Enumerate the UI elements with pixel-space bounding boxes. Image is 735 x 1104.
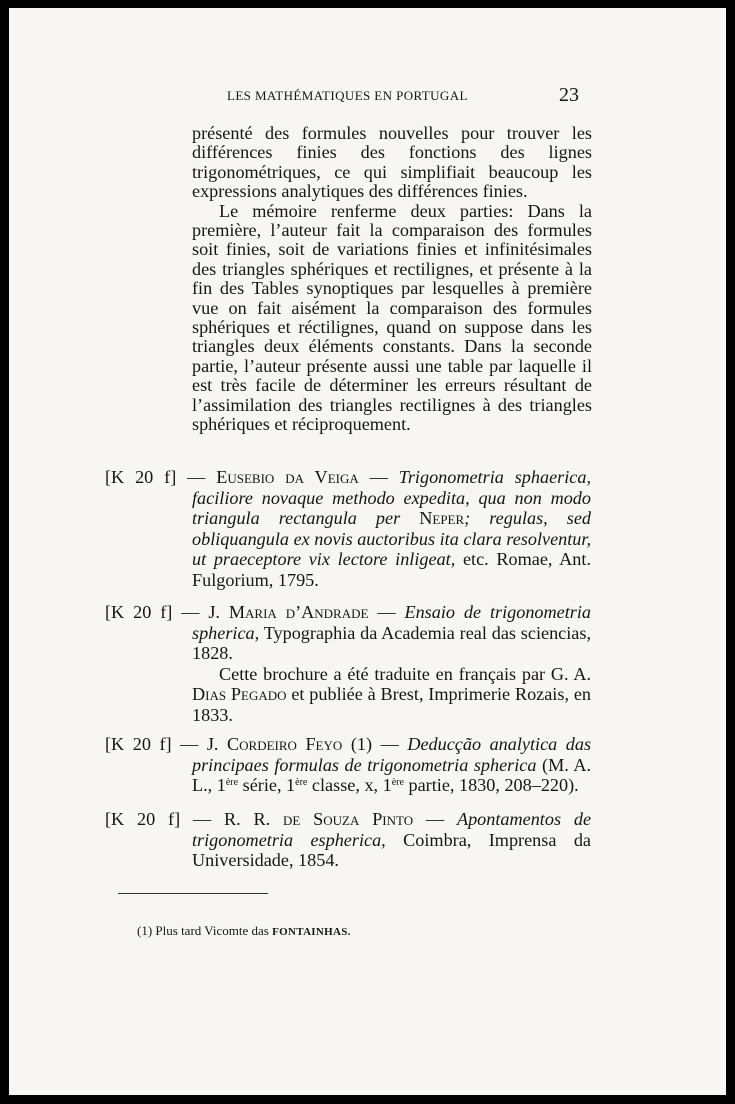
entry-title: Apontamentos de trigonometria espherica, <box>192 809 592 850</box>
running-head-title: LES MATHÉMATIQUES EN PORTUGAL <box>227 88 468 103</box>
footnote-name: FONTAINHAS. <box>272 926 351 938</box>
superscript: ère <box>295 777 308 788</box>
entry-publication: classe, x, 1 <box>311 775 392 795</box>
intro-text <box>192 124 592 435</box>
entry-code: [K 20 f] <box>105 734 172 754</box>
entry-title: Trigonometria sphaerica, faciliore novaque methodo expedita, qua non modo triangula rectangula per <box>192 467 592 528</box>
bibliography-entry: [K 20 f] — J. Maria d’Andrade — Ensaio de trigonometria spherica, Typographia da Academia real das sciencias, 1828. Cette brochure a été traduite en français par G. A. Dias Pegado et publiée à Brest, Imprimerie Rozais, en 1833. <box>105 602 592 725</box>
entry-author: Maria d’Andrade <box>228 602 369 622</box>
entry-code: [K 20 f] <box>105 467 177 487</box>
entry-author: Cordeiro Feyo <box>227 734 343 754</box>
entry-author-initial: J. <box>206 734 219 754</box>
entry-publication: partie, 1830, 208–220). <box>408 775 579 795</box>
page-number: 23 <box>559 84 579 106</box>
intro-paragraph-2: Le mémoire renferme deux parties: Dans la première, l’auteur fait la comparaison des formules soit finies, soit de variations finies et infinitésimales des triangles sphériques et rectilignes, et présente à la fin des Tables synoptiques par lesquelles à première vue on fait aisément la comparaison des formules sphériques et réctilignes, quand on suppose dans les triangles deux éléments constants. Dans la seconde partie, l’auteur présente aussi une table par laquelle il est très facile de déterminer les erreurs résultant de l’assimilation des triangles rectilignes à des triangles sphériques et réciproquement. <box>192 200 592 435</box>
entry-note-text: et publiée à Brest, Imprimerie Rozais, en 1833. <box>192 684 591 725</box>
entry-note-text: Cette brochure a été traduite en français par G. A. <box>219 663 591 684</box>
superscript: ère <box>391 777 404 788</box>
bibliography-entry: [K 20 f] — Eusebio da Veiga — Trigonometria sphaerica, faciliore novaque methodo expedita, qua non modo triangula rectangula per Neper; regulas, sed obliquangula ex novis auctoribus ita clara resolventur, ut praeceptore vix lectore inligeat, etc. Romae, Ant. Fulgorium, 1795. <box>105 467 592 590</box>
superscript: ère <box>225 777 239 788</box>
entry-note-translator: Dias Pegado <box>192 684 287 704</box>
entry-author: Eusebio da Veiga <box>216 467 359 487</box>
bibliography-entry: [K 20 f] — R. R. de Souza Pinto — Apontamentos de trigonometria espherica, Coimbra, Imprensa da Universidade, 1854. <box>105 809 592 870</box>
entry-code: [K 20 f] <box>105 809 181 829</box>
entry-publication: etc. Romae, Ant. Fulgorium, 1795. <box>192 549 591 590</box>
footnote-divider <box>118 893 268 894</box>
entry-note <box>105 664 591 726</box>
entry-title-name: Neper <box>419 508 465 528</box>
entry-publication: Coimbra, Imprensa da Universidade, 1854. <box>192 829 591 870</box>
book-page <box>9 8 726 1095</box>
entry-title: Deducção analytica das principaes formulas de trigonometria spherica <box>192 734 592 775</box>
intro-paragraph-1: présenté des formules nouvelles pour trouver les différences finies des fonctions des lignes trigonométriques, ce qui simplifiait beaucoup les expressions analytiques des différences finies. <box>192 123 592 202</box>
entry-author-initial: R. R. <box>223 809 271 829</box>
footnote <box>137 923 351 939</box>
entry-footnote-marker: (1) <box>350 734 373 754</box>
entry-title-rest: ; regulas, sed obliquangula ex novis auctoribus ita clara resolventur, ut praeceptore vix lectore inligeat, <box>192 508 592 569</box>
entry-author-initial: J. <box>208 602 220 622</box>
entry-publication: Typographia da Academia real das sciencias, 1828. <box>192 622 592 663</box>
running-head <box>9 84 726 108</box>
footnote-marker: (1) <box>137 923 153 938</box>
entry-code: [K 20 f] <box>105 602 173 622</box>
entry-author: de Souza Pinto <box>283 809 414 829</box>
entry-title: Ensaio de trigonometria spherica, <box>192 602 591 643</box>
bibliography-entry: [K 20 f] — J. Cordeiro Feyo (1) — Deducção analytica das principaes formulas de trigonometria spherica (M. A. L., 1ère série, 1ère classe, x, 1ère partie, 1830, 208–220). <box>105 734 592 795</box>
entry-publication: série, 1 <box>242 775 296 795</box>
footnote-text: Plus tard Vicomte das <box>155 923 269 938</box>
entry-publication: (M. A. L., 1 <box>192 754 592 795</box>
